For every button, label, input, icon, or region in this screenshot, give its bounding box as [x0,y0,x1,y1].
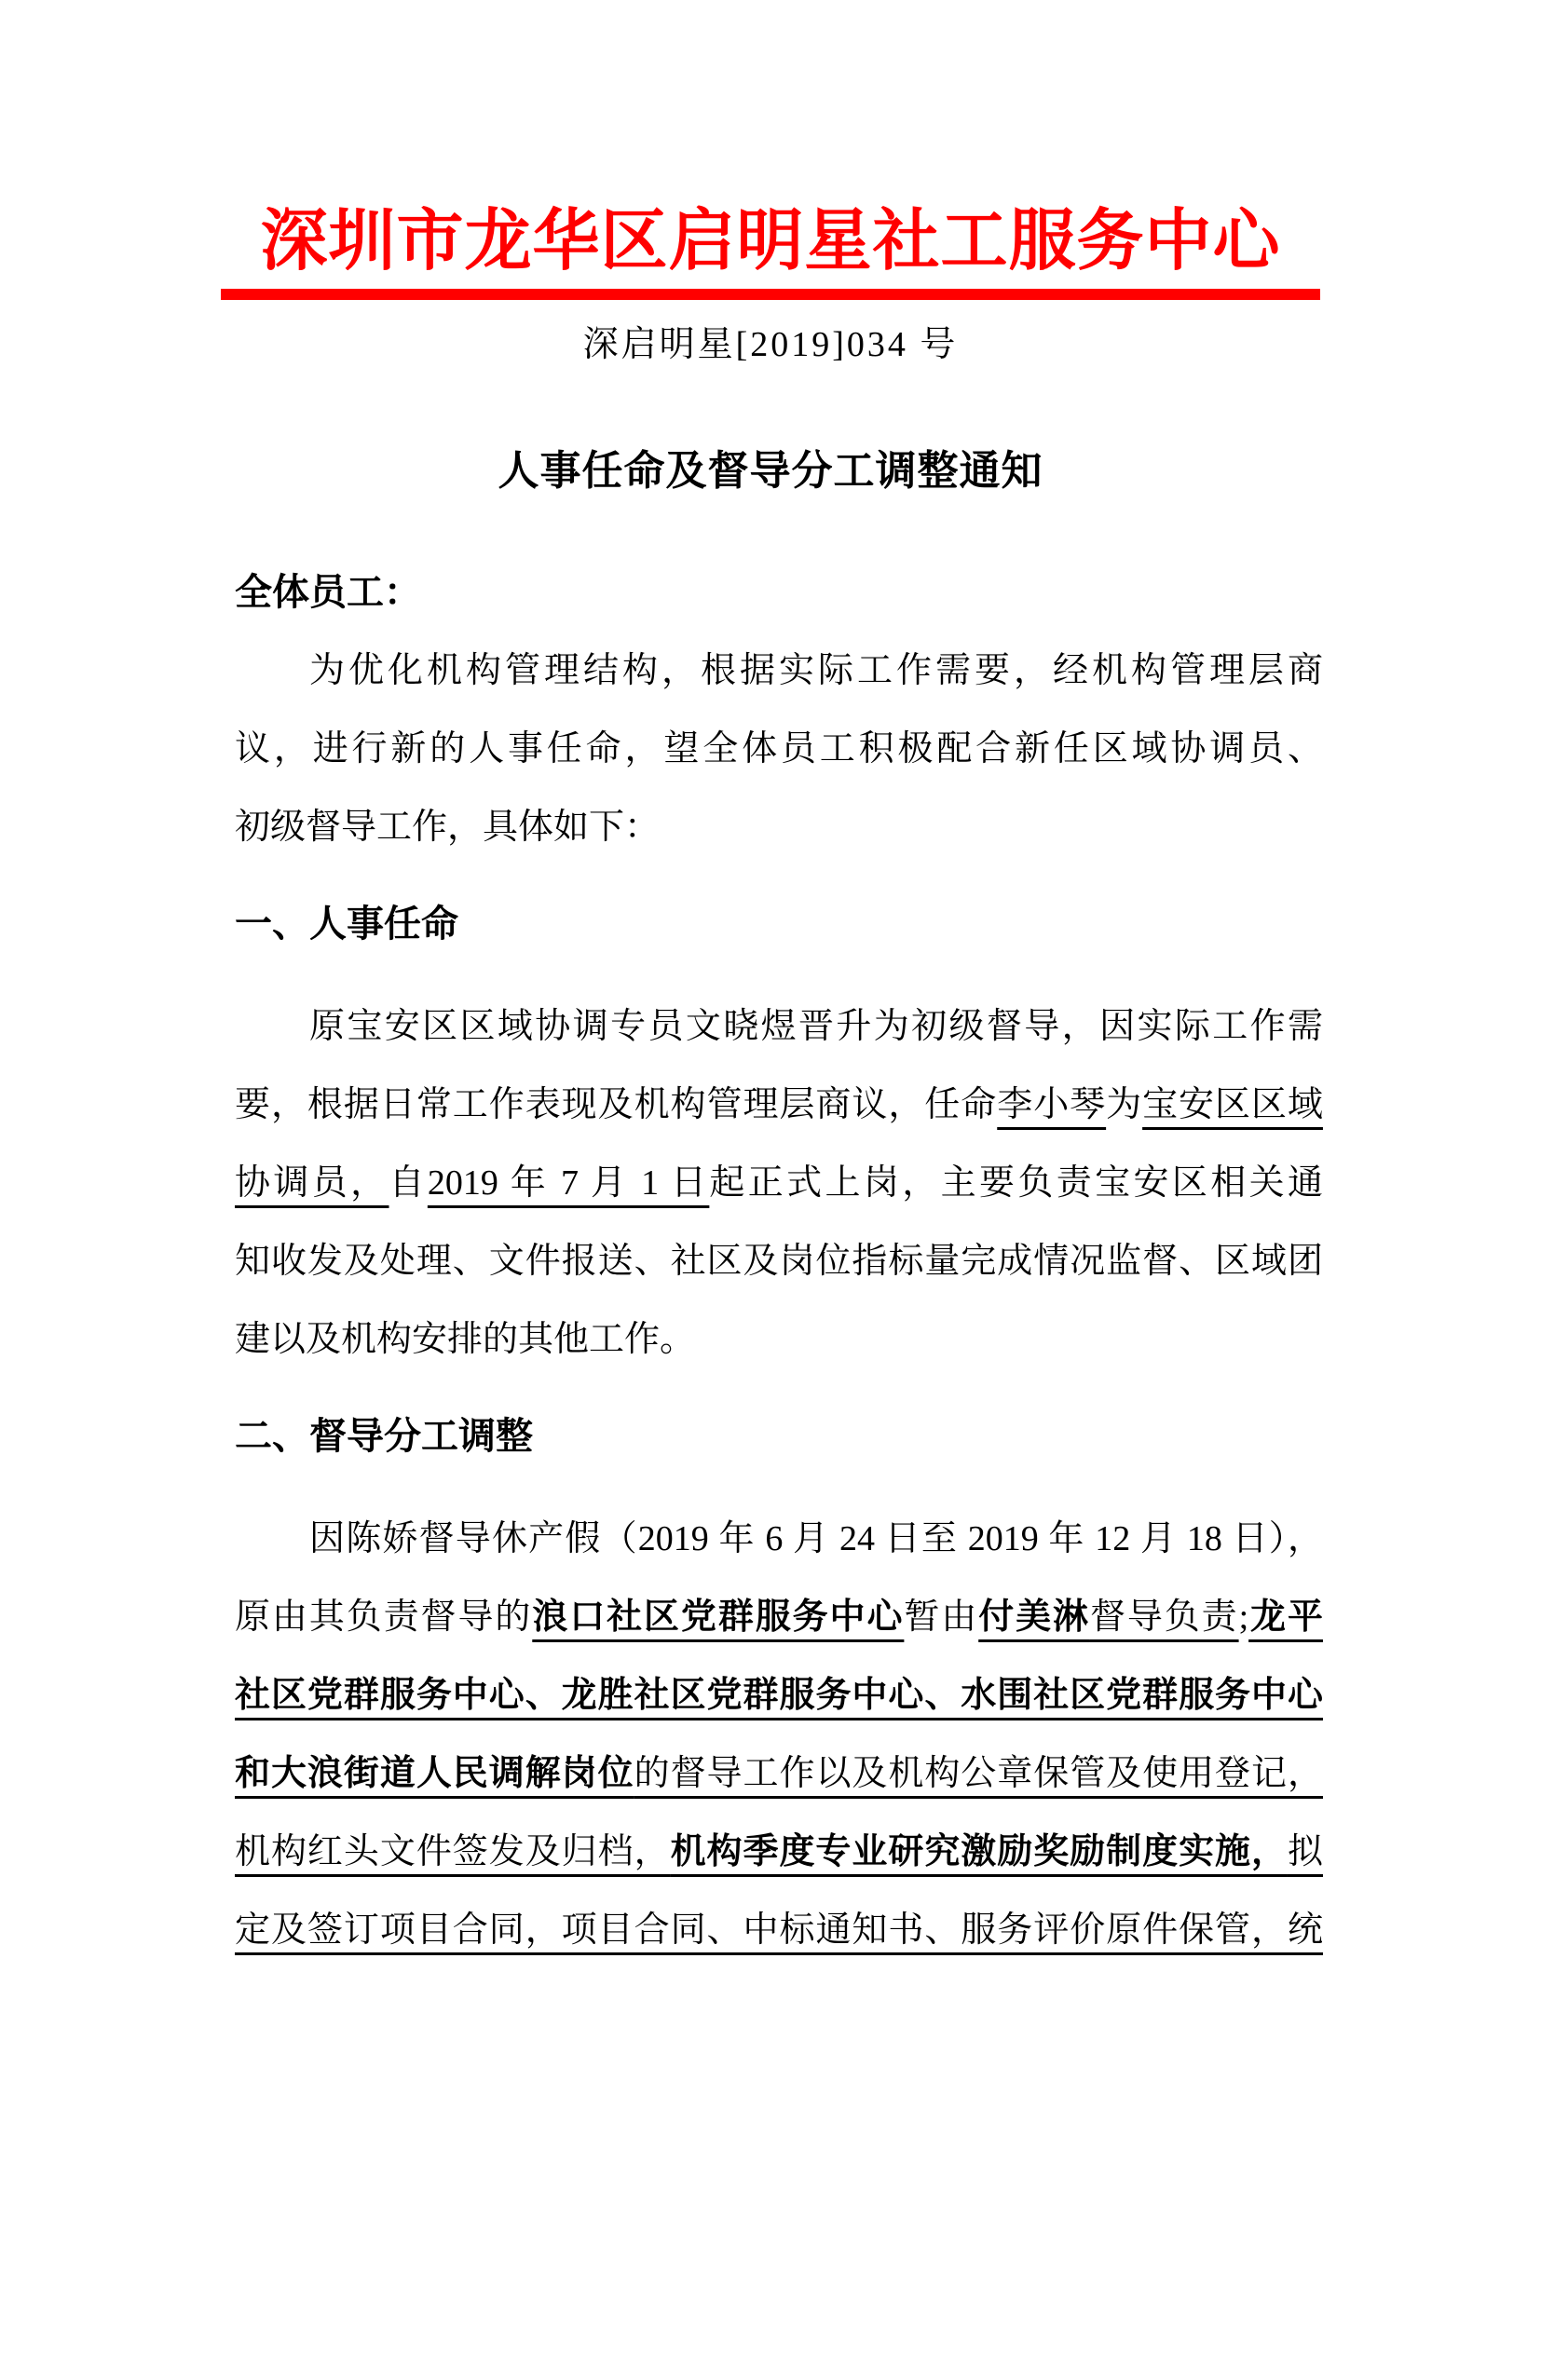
text-line [235,1144,1323,1222]
text-segment: ; [1238,1598,1249,1637]
doc-body [235,632,1323,1969]
paragraph [235,632,1323,866]
text-segment: 为优化机构管理结构，根据实际工作需要，经机构管理层商 [309,651,1323,690]
text-line [235,1734,1323,1813]
text-segment: 自 [389,1163,428,1203]
text-line [235,1578,1323,1656]
text-segment: 社区党群服务中心、龙胜社区党群服务中心、水围社区党群服务中心 [235,1676,1323,1715]
text-segment: 因陈娇督导休产假（2019 年 6 月 24 日至 2019 年 12 月 18 日）， [309,1519,1323,1558]
document-title: 人事任命及督导分工调整通知 [498,448,1043,494]
text-segment: 龙平 [1248,1598,1323,1637]
text-segment: 拟 [1287,1832,1323,1871]
page [0,201,1541,2380]
text-segment: 浪口社区党群服务中心 [532,1598,905,1637]
salutation: 全体员工： [235,571,421,613]
red-header-rule [221,289,1320,300]
text-segment: 协调员， [235,1163,389,1203]
text-line [235,1500,1323,1578]
text-line [235,632,1323,710]
text-segment: 要，根据日常工作表现及机构管理层商议，任命 [235,1085,998,1124]
document-number: 深启明星[2019]034 号 [582,325,959,364]
text-segment: 为 [1106,1085,1143,1124]
text-segment: 议，进行新的人事任命，望全体员工积极配合新任区域协调员、 [235,729,1323,768]
text-segment: 初级督导工作，具体如下： [235,808,661,847]
org-name-title: 深圳市龙华区启明星社工服务中心 [260,204,1281,279]
text-segment: 2019 年 7 月 1 日 [427,1163,710,1203]
text-segment: 原由其负责督导的 [235,1598,533,1637]
text-line [235,1813,1323,1891]
text-line [235,1656,1323,1734]
text-segment: 李小琴 [997,1085,1107,1124]
text-line [235,1222,1323,1300]
text-segment: 督导负责 [1089,1598,1239,1637]
text-segment: 原宝安区区域协调专员文晓煜晋升为初级督导，因实际工作需 [309,1007,1323,1046]
text-segment: 机构红头文件签发及归档， [235,1832,671,1871]
section-heading: 一、人事任命 [235,903,458,945]
text-segment: 宝安区区域 [1142,1085,1323,1124]
text-segment: 付美淋 [978,1598,1090,1637]
text-line [235,1300,1323,1379]
text-segment: 起正式上岗，主要负责宝安区相关通 [709,1163,1323,1203]
text-segment: 知收发及处理、文件报送、社区及岗位指标量完成情况监督、区域团 [235,1242,1323,1281]
paragraph [235,1500,1323,1969]
text-line [235,1891,1323,1969]
text-segment: 机构季度专业研究激励奖励制度实施， [670,1832,1288,1871]
document-body [235,553,1323,1969]
text-segment: 建以及机构安排的其他工作。 [235,1320,696,1359]
text-segment: 的督导工作以及机构公章保管及使用登记， [634,1754,1323,1793]
text-line [235,788,1323,866]
text-segment: 和大浪街道人民调解岗位 [235,1754,634,1793]
text-segment: 定及签订项目合同，项目合同、中标通知书、服务评价原件保管，统 [235,1911,1323,1950]
text-segment: 暂由 [904,1598,979,1637]
text-line [235,987,1323,1066]
paragraph [235,987,1323,1379]
text-line [235,710,1323,788]
text-line [235,1066,1323,1144]
section-heading: 二、督导分工调整 [235,1415,533,1457]
